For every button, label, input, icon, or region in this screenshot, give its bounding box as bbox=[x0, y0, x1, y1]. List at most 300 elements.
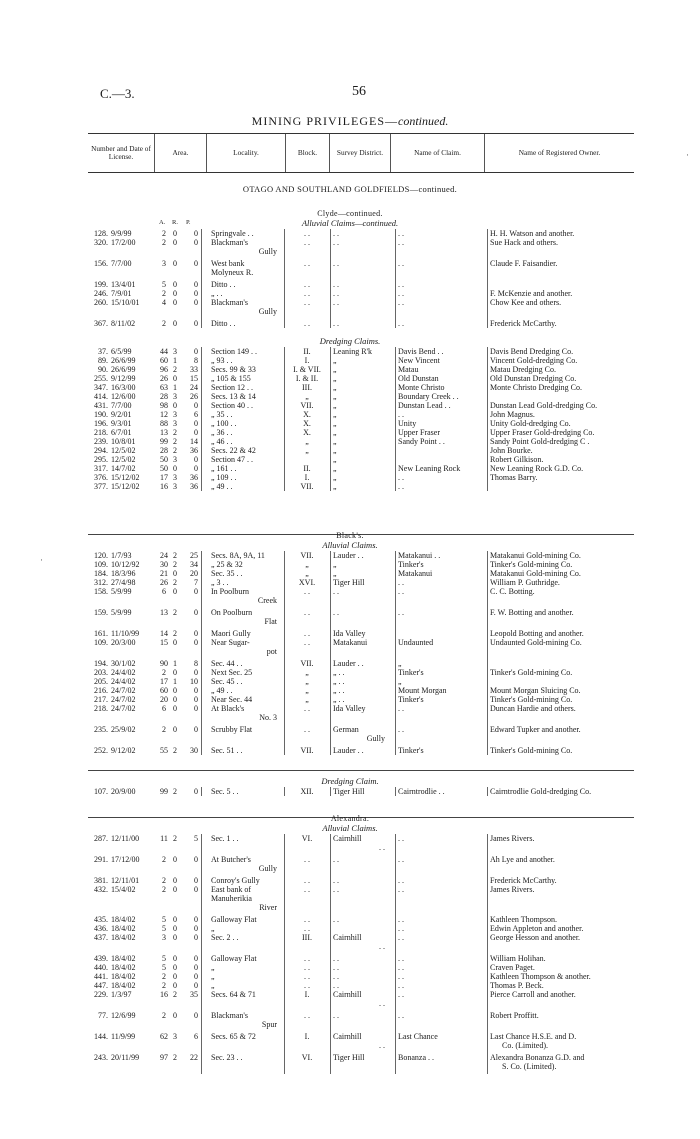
registered-owner: Monte Christo Dredging Co. bbox=[490, 383, 582, 392]
column-separator bbox=[395, 787, 396, 796]
area-roods: 2 bbox=[173, 629, 177, 638]
block: XVI. bbox=[298, 578, 316, 587]
claim-name: . . bbox=[398, 990, 404, 999]
area-perches: 0 bbox=[194, 787, 198, 796]
license-number: 255. bbox=[94, 374, 108, 383]
area-acres: 17 bbox=[160, 473, 168, 482]
block: II. bbox=[303, 347, 311, 356]
license-number: 317. bbox=[94, 464, 108, 473]
block: „ bbox=[305, 446, 309, 455]
license-number: 441. bbox=[94, 972, 108, 981]
license-date: 7/9/01 bbox=[111, 289, 132, 298]
registered-owner: Ah Lye and another. bbox=[490, 855, 555, 864]
unit-acres: A. bbox=[159, 219, 166, 226]
area-perches: 24 bbox=[190, 383, 198, 392]
license-number: 199. bbox=[94, 280, 108, 289]
area-roods: 0 bbox=[173, 933, 177, 942]
area-acres: 2 bbox=[162, 238, 166, 247]
survey-district: „ bbox=[333, 365, 337, 374]
area-acres: 5 bbox=[162, 963, 166, 972]
column-separator bbox=[330, 347, 331, 491]
locality: Conroy's Gully bbox=[211, 876, 260, 885]
survey-district: Tiger Hill bbox=[333, 578, 365, 587]
claim-name: „ bbox=[398, 677, 402, 686]
area-perches: 0 bbox=[194, 401, 198, 410]
locality: Molyneux R. bbox=[211, 268, 254, 277]
block: . . bbox=[304, 280, 310, 289]
registered-owner: Leopold Botting and another. bbox=[490, 629, 584, 638]
claim-name: . . bbox=[398, 289, 404, 298]
survey-district: „ bbox=[333, 392, 337, 401]
registered-owner: Thomas P. Beck. bbox=[490, 981, 544, 990]
registered-owner: Matau Dredging Co. bbox=[490, 365, 556, 374]
column-separator bbox=[487, 834, 488, 1074]
claim-name: Dunstan Lead . . bbox=[398, 401, 451, 410]
area-roods: 0 bbox=[173, 972, 177, 981]
license-number: 217. bbox=[94, 695, 108, 704]
claim-name: . . bbox=[398, 280, 404, 289]
license-number: 377. bbox=[94, 482, 108, 491]
area-acres: 96 bbox=[160, 365, 168, 374]
survey-district: „ . . bbox=[333, 686, 345, 695]
column-separator bbox=[284, 787, 285, 796]
area-roods: 0 bbox=[173, 704, 177, 713]
registered-owner: Kathleen Thompson. bbox=[490, 915, 557, 924]
area-acres: 2 bbox=[162, 319, 166, 328]
block: . . bbox=[304, 924, 310, 933]
area-acres: 14 bbox=[160, 629, 168, 638]
locality: Sec. 2 . . bbox=[211, 933, 239, 942]
locality: Sec. 44 . . bbox=[211, 659, 243, 668]
area-acres: 5 bbox=[162, 280, 166, 289]
license-date: 6/5/99 bbox=[111, 347, 132, 356]
survey-district: . . bbox=[333, 876, 339, 885]
survey-district: Gully bbox=[366, 734, 385, 743]
area-roods: 0 bbox=[173, 638, 177, 647]
survey-district: German bbox=[333, 725, 359, 734]
area-perches: 15 bbox=[190, 374, 198, 383]
license-date: 10/8/01 bbox=[111, 437, 136, 446]
license-number: 203. bbox=[94, 668, 108, 677]
locality: Next Sec. 25 bbox=[211, 668, 253, 677]
table-row bbox=[0, 319, 700, 328]
area-perches: 0 bbox=[194, 347, 198, 356]
area-perches: 0 bbox=[194, 972, 198, 981]
area-acres: 2 bbox=[162, 876, 166, 885]
license-date: 20/11/99 bbox=[111, 1053, 140, 1062]
claim-name: . . bbox=[398, 587, 404, 596]
area-perches: 20 bbox=[190, 569, 198, 578]
block: . . bbox=[304, 725, 310, 734]
license-number: 90. bbox=[98, 365, 108, 374]
block: „ bbox=[305, 677, 309, 686]
license-date: 7/7/00 bbox=[111, 259, 132, 268]
registered-owner: Matakanui Gold-mining Co. bbox=[490, 569, 581, 578]
area-acres: 63 bbox=[160, 383, 168, 392]
area-perches: 0 bbox=[194, 319, 198, 328]
area-roods: 2 bbox=[173, 746, 177, 755]
locality: Secs. 8A, 9A, 11 bbox=[211, 551, 265, 560]
survey-district: . . bbox=[333, 289, 339, 298]
block: VII. bbox=[300, 401, 314, 410]
area-acres: 6 bbox=[162, 704, 166, 713]
claim-name: . . bbox=[398, 259, 404, 268]
table-row bbox=[0, 972, 700, 981]
registered-owner: Alexandra Bonanza G.D. and bbox=[490, 1053, 585, 1062]
locality: Sec. 5 . . bbox=[211, 787, 239, 796]
area-roods: 3 bbox=[173, 410, 177, 419]
area-acres: 2 bbox=[162, 885, 166, 894]
title-main: MINING PRIVILEGES— bbox=[251, 114, 398, 128]
page-title bbox=[0, 114, 700, 129]
table-row bbox=[0, 482, 700, 491]
license-number: 128. bbox=[94, 229, 108, 238]
locality: No. 3 bbox=[259, 713, 277, 722]
locality: Secs. 99 & 33 bbox=[211, 365, 256, 374]
area-perches: 0 bbox=[194, 695, 198, 704]
registered-owner: Tinker's Gold-mining Co. bbox=[490, 746, 573, 755]
survey-district: . . bbox=[333, 954, 339, 963]
area-roods: 0 bbox=[173, 238, 177, 247]
registered-owner: John Magnus. bbox=[490, 410, 535, 419]
table-row bbox=[0, 464, 700, 473]
block: . . bbox=[304, 298, 310, 307]
locality: „ bbox=[211, 981, 215, 990]
area-roods: 0 bbox=[173, 319, 177, 328]
table-header bbox=[88, 133, 634, 173]
license-number: 218. bbox=[94, 428, 108, 437]
locality: Flat bbox=[264, 617, 277, 626]
area-acres: 2 bbox=[162, 229, 166, 238]
area-perches: 33 bbox=[190, 365, 198, 374]
survey-district: . . bbox=[333, 915, 339, 924]
area-perches: 0 bbox=[194, 924, 198, 933]
survey-district: „ bbox=[333, 428, 337, 437]
block: . . bbox=[304, 885, 310, 894]
license-number: 291. bbox=[94, 855, 108, 864]
col-owner: Name of Registered Owner. bbox=[518, 148, 601, 157]
column-separator bbox=[395, 347, 396, 491]
license-number: 156. bbox=[94, 259, 108, 268]
area-perches: 6 bbox=[194, 410, 198, 419]
locality: Sec. 1 . . bbox=[211, 834, 239, 843]
table-row bbox=[0, 990, 700, 1008]
area-roods: 0 bbox=[173, 298, 177, 307]
license-number: 436. bbox=[94, 924, 108, 933]
registered-owner: Frederick McCarthy. bbox=[490, 876, 557, 885]
col-number: Number and Date of License. bbox=[91, 144, 151, 161]
district-heading: Black's. bbox=[336, 531, 364, 540]
area-perches: 30 bbox=[190, 746, 198, 755]
license-date: 15/4/02 bbox=[111, 885, 136, 894]
claim-name: . . bbox=[398, 981, 404, 990]
license-number: 239. bbox=[94, 437, 108, 446]
column-separator bbox=[487, 787, 488, 796]
locality: „ 105 & 155 bbox=[211, 374, 251, 383]
locality: „ 25 & 32 bbox=[211, 560, 243, 569]
locality: „ 100 . . bbox=[211, 419, 237, 428]
column-separator bbox=[487, 229, 488, 328]
table-row bbox=[0, 259, 700, 277]
survey-district: „ bbox=[333, 437, 337, 446]
registered-owner: Kathleen Thompson & another. bbox=[490, 972, 591, 981]
locality: Blackman's bbox=[211, 1011, 248, 1020]
table-row bbox=[0, 686, 700, 695]
column-separator bbox=[395, 551, 396, 755]
region-heading: OTAGO AND SOUTHLAND GOLDFIELDS—continued. bbox=[242, 184, 458, 194]
column-separator bbox=[284, 551, 285, 755]
survey-district: Lauder . . bbox=[333, 551, 364, 560]
block: I. bbox=[304, 473, 310, 482]
locality: Scrubby Flat bbox=[211, 725, 253, 734]
area-acres: 44 bbox=[160, 347, 168, 356]
col-claim: Name of Claim. bbox=[414, 148, 461, 157]
claim-name: . . bbox=[398, 482, 404, 491]
registered-owner: F. McKenzie and another. bbox=[490, 289, 573, 298]
area-acres: 11 bbox=[160, 834, 168, 843]
area-roods: 2 bbox=[173, 1053, 177, 1062]
license-number: 109. bbox=[94, 560, 108, 569]
area-perches: 0 bbox=[194, 608, 198, 617]
area-acres: 2 bbox=[162, 725, 166, 734]
table-row bbox=[0, 834, 700, 852]
area-acres: 6 bbox=[162, 587, 166, 596]
survey-district: Cairnhill bbox=[333, 1032, 362, 1041]
claim-name: Old Dunstan bbox=[398, 374, 439, 383]
claim-name: Davis Bend . . bbox=[398, 347, 444, 356]
column-separator bbox=[201, 551, 202, 755]
locality: „ bbox=[211, 924, 215, 933]
block: I. & II. bbox=[295, 374, 319, 383]
survey-district: „ bbox=[333, 401, 337, 410]
area-perches: 0 bbox=[194, 298, 198, 307]
license-date: 14/7/02 bbox=[111, 464, 136, 473]
col-district: Survey District. bbox=[336, 148, 384, 157]
claim-name: Upper Fraser bbox=[398, 428, 440, 437]
unit-perches: P. bbox=[186, 219, 191, 226]
table-row bbox=[0, 578, 700, 587]
claim-name: . . bbox=[398, 954, 404, 963]
table-row bbox=[0, 392, 700, 401]
survey-district: „ bbox=[333, 569, 337, 578]
license-number: 89. bbox=[98, 356, 108, 365]
area-acres: 26 bbox=[160, 374, 168, 383]
area-acres: 3 bbox=[162, 933, 166, 942]
survey-district: „ bbox=[333, 464, 337, 473]
locality: „ 36 . . bbox=[211, 428, 233, 437]
license-number: 295. bbox=[94, 455, 108, 464]
area-perches: 0 bbox=[194, 289, 198, 298]
locality: Springvale . . bbox=[211, 229, 254, 238]
claims-heading: Dredging Claims. bbox=[319, 336, 381, 346]
table-row bbox=[0, 924, 700, 933]
table-row bbox=[0, 473, 700, 482]
area-acres: 16 bbox=[160, 990, 168, 999]
locality: Near Sec. 44 bbox=[211, 695, 253, 704]
claim-name: Unity bbox=[398, 419, 417, 428]
claim-name: . . bbox=[398, 238, 404, 247]
block: VII. bbox=[300, 482, 314, 491]
block: „ bbox=[305, 569, 309, 578]
area-roods: 0 bbox=[173, 1011, 177, 1020]
area-acres: 62 bbox=[160, 1032, 168, 1041]
locality: Secs. 22 & 42 bbox=[211, 446, 256, 455]
claim-name: Boundary Creek . . bbox=[398, 392, 459, 401]
survey-district: Leaning R'k bbox=[333, 347, 372, 356]
area-perches: 0 bbox=[194, 876, 198, 885]
license-number: 287. bbox=[94, 834, 108, 843]
license-date: 24/7/02 bbox=[111, 704, 136, 713]
area-roods: 0 bbox=[173, 668, 177, 677]
claim-name: . . bbox=[398, 319, 404, 328]
license-date: 11/9/99 bbox=[111, 1032, 136, 1041]
block: . . bbox=[304, 608, 310, 617]
license-date: 15/10/01 bbox=[111, 298, 140, 307]
area-perches: 26 bbox=[190, 392, 198, 401]
license-date: 26/6/99 bbox=[111, 356, 136, 365]
table-row bbox=[0, 428, 700, 437]
survey-district: „ bbox=[333, 410, 337, 419]
block: VII. bbox=[300, 551, 314, 560]
registered-owner: Sandy Point Gold-dredging C . bbox=[490, 437, 590, 446]
license-number: 77. bbox=[98, 1011, 108, 1020]
claim-name: . . bbox=[398, 298, 404, 307]
block: X. bbox=[303, 428, 311, 437]
license-date: 30/1/02 bbox=[111, 659, 136, 668]
license-date: 12/11/01 bbox=[111, 876, 140, 885]
block: „ bbox=[305, 437, 309, 446]
table-row bbox=[0, 677, 700, 686]
area-roods: 0 bbox=[173, 885, 177, 894]
license-date: 18/4/02 bbox=[111, 972, 136, 981]
area-roods: 2 bbox=[173, 608, 177, 617]
table-row bbox=[0, 455, 700, 464]
license-number: 320. bbox=[94, 238, 108, 247]
area-acres: 17 bbox=[160, 677, 168, 686]
license-number: 205. bbox=[94, 677, 108, 686]
area-perches: 10 bbox=[190, 677, 198, 686]
area-roods: 3 bbox=[173, 392, 177, 401]
page-number: 56 bbox=[352, 84, 366, 99]
area-acres: 30 bbox=[160, 560, 168, 569]
registered-owner: James Rivers. bbox=[490, 834, 535, 843]
claim-name: Bonanza . . bbox=[398, 1053, 434, 1062]
locality: At Black's bbox=[211, 704, 245, 713]
registered-owner: John Bourke. bbox=[490, 446, 533, 455]
margin-mark: · bbox=[686, 150, 689, 160]
registered-owner: Cairntrodlie Gold-dredging Co. bbox=[490, 787, 592, 796]
table-row bbox=[0, 855, 700, 873]
license-date: 15/12/02 bbox=[111, 482, 140, 491]
license-date: 18/4/02 bbox=[111, 963, 136, 972]
registered-owner: Edward Tupker and another. bbox=[490, 725, 581, 734]
license-number: 216. bbox=[94, 686, 108, 695]
area-roods: 0 bbox=[173, 725, 177, 734]
area-perches: 25 bbox=[190, 551, 198, 560]
license-date: 12/11/00 bbox=[111, 834, 140, 843]
registered-owner: Old Dunstan Dredging Co. bbox=[490, 374, 577, 383]
license-number: 161. bbox=[94, 629, 108, 638]
license-number: 184. bbox=[94, 569, 108, 578]
license-date: 9/3/01 bbox=[111, 419, 132, 428]
area-acres: 2 bbox=[162, 289, 166, 298]
area-acres: 5 bbox=[162, 954, 166, 963]
locality: Gully bbox=[258, 247, 277, 256]
area-perches: 8 bbox=[194, 659, 198, 668]
license-number: 367. bbox=[94, 319, 108, 328]
registered-owner: Robert Proffitt. bbox=[490, 1011, 539, 1020]
block: „ bbox=[305, 695, 309, 704]
area-roods: 0 bbox=[173, 374, 177, 383]
block: . . bbox=[304, 704, 310, 713]
claim-name: Tinker's bbox=[398, 746, 424, 755]
survey-district: . . bbox=[333, 229, 339, 238]
registered-owner: Tinker's Gold-mining Co. bbox=[490, 668, 573, 677]
block: I. bbox=[304, 990, 310, 999]
claim-name: . . bbox=[398, 876, 404, 885]
block: . . bbox=[304, 876, 310, 885]
license-number: 246. bbox=[94, 289, 108, 298]
area-acres: 60 bbox=[160, 686, 168, 695]
locality: East bank of bbox=[211, 885, 251, 894]
survey-district: „ . . bbox=[333, 677, 345, 686]
claim-name: . . bbox=[398, 473, 404, 482]
locality: Gully bbox=[258, 864, 277, 873]
locality: Galloway Flat bbox=[211, 954, 257, 963]
block: X. bbox=[303, 410, 311, 419]
survey-district: „ bbox=[333, 356, 337, 365]
area-acres: 28 bbox=[160, 392, 168, 401]
unit-roods: R. bbox=[172, 219, 178, 226]
area-roods: 0 bbox=[173, 954, 177, 963]
table-row bbox=[0, 229, 700, 238]
license-number: 431. bbox=[94, 401, 108, 410]
registered-owner: Thomas Barry. bbox=[490, 473, 538, 482]
column-separator bbox=[201, 229, 202, 328]
claims-heading: Alluvial Claims—continued. bbox=[301, 218, 399, 228]
area-perches: 22 bbox=[190, 1053, 198, 1062]
area-roods: 3 bbox=[173, 419, 177, 428]
area-roods: 2 bbox=[173, 990, 177, 999]
claim-name: . . bbox=[398, 229, 404, 238]
survey-district: „ bbox=[333, 446, 337, 455]
license-number: 439. bbox=[94, 954, 108, 963]
district-heading: Clyde—continued. bbox=[317, 209, 383, 218]
area-acres: 99 bbox=[160, 437, 168, 446]
license-date: 1/7/93 bbox=[111, 551, 132, 560]
survey-district: Matakanui bbox=[333, 638, 368, 647]
survey-district: „ bbox=[333, 473, 337, 482]
survey-district: . . bbox=[333, 587, 339, 596]
area-roods: 1 bbox=[173, 383, 177, 392]
survey-district: Tiger Hill bbox=[333, 1053, 365, 1062]
license-number: 107. bbox=[94, 787, 108, 796]
area-roods: 0 bbox=[173, 289, 177, 298]
area-acres: 50 bbox=[160, 455, 168, 464]
claim-name: . . bbox=[398, 608, 404, 617]
claim-name: Undaunted bbox=[398, 638, 434, 647]
locality: Section 12 . . bbox=[211, 383, 253, 392]
locality: Sec. 35 . . bbox=[211, 569, 243, 578]
table-row bbox=[0, 933, 700, 951]
area-roods: 1 bbox=[173, 659, 177, 668]
claim-name: Tinker's bbox=[398, 560, 424, 569]
license-date: 12/5/02 bbox=[111, 455, 136, 464]
license-date: 9/12/99 bbox=[111, 374, 136, 383]
locality: Sec. 51 . . bbox=[211, 746, 243, 755]
license-number: 440. bbox=[94, 963, 108, 972]
section-rule bbox=[88, 770, 634, 771]
